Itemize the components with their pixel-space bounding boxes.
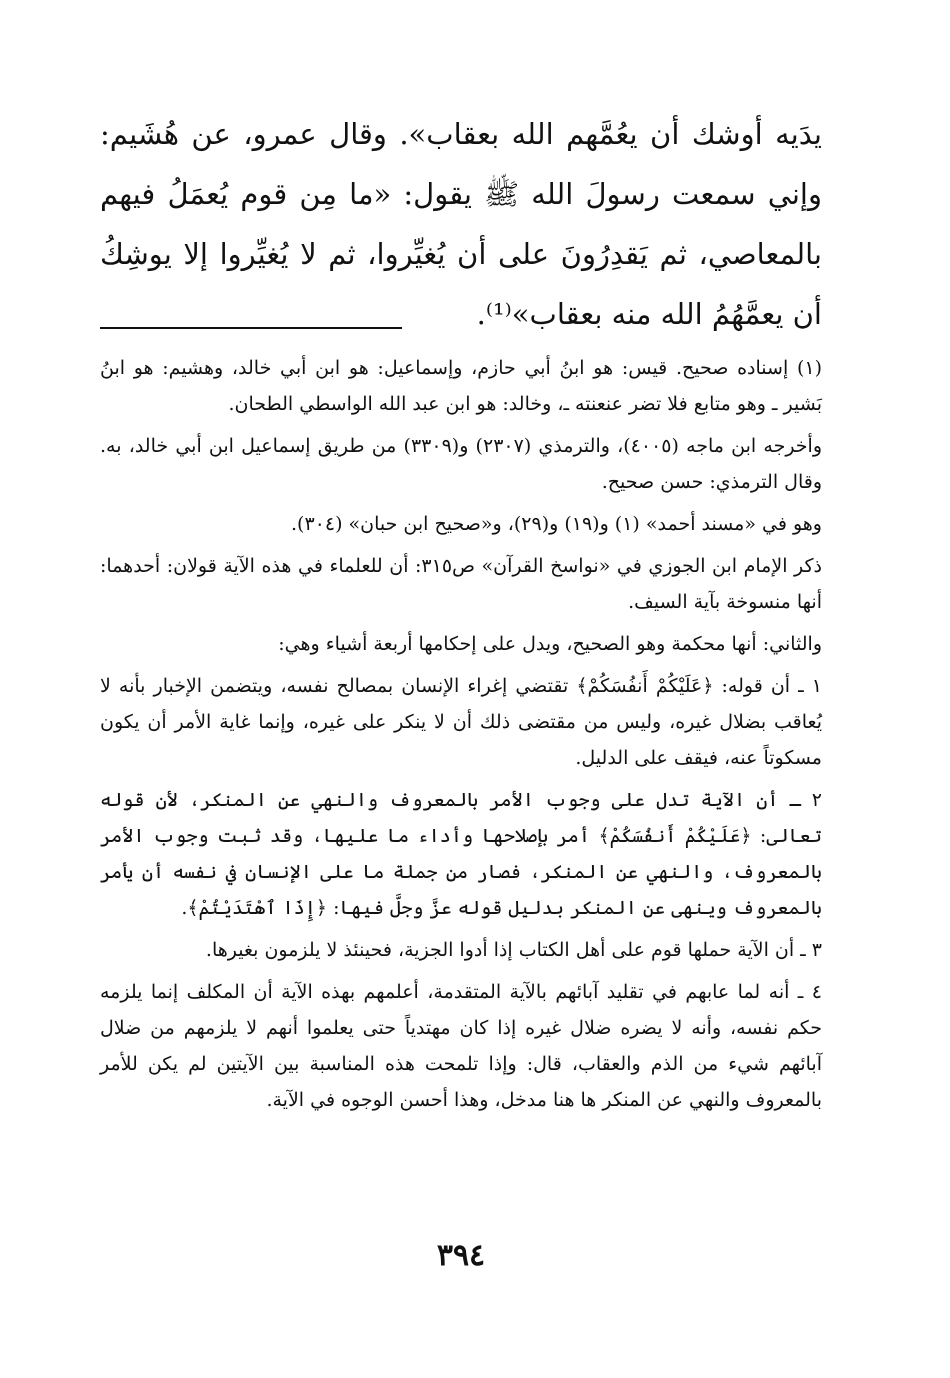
footnote-point-4: ٤ ـ أنه لما عابهم في تقليد آبائهم بالآية المتقدمة، أعلمهم بهذه الآية أن المكلف إنما يلزمه حكم نفسه، وأنه لا يضره ضلال غيره إذا كان مهتدياً حتى يعلموا أنهم لا يلزمهم من ضلال آبائهم شيء من الذم والعقاب، قال: وإذا تلمحت هذه المناسبة بين الآيتين لم يكن للأمر بالمعروف والنهي عن المنكر ها هنا مدخل، وهذا أحسن الوجوه في الآية. <box>100 981 822 1111</box>
footnote-takhrij: وأخرجه ابن ماجه (٤٠٠٥)، والترمذي (٢٣٠٧) و(٣٣٠٩) من طريق إسماعيل ابن أبي خالد، به. وقال الترمذي: حسن صحيح. <box>100 435 822 493</box>
book-page <box>100 0 822 1378</box>
footnote-separator <box>100 327 402 329</box>
main-text-block <box>100 104 822 344</box>
footnotes-block <box>100 350 822 1118</box>
page-number: ٣٩٤ <box>436 1238 486 1273</box>
footnote-musnad: وهو في «مسند أحمد» (١) و(١٩) و(٢٩)، و«صحيح ابن حبان» (٣٠٤). <box>291 513 822 535</box>
footnote-point-3: ٣ ـ أن الآية حملها قوم على أهل الكتاب إذا أدوا الجزية، فحينئذ لا يلزمون بغيرها. <box>205 939 822 961</box>
footnote-point-2: ٢ ـ أن الآية تدل على وجوب الأمر بالمعروف والنهي عن المنكر، لأن قوله تعالى: ﴿عَلَيْكُمْ أَنفُسَكُمْ﴾ أمر بإصلاحها وأداء ما عليها، وقد ثبت وجوب الأمر بالمعروف، والنهي عن المنكر، فصار من جملة ما على الإنسان في نفسه أن يأمر بالمعروف وينهى عن المنكر بدليل قوله عزَّ وجلَّ فيها: ﴿إِذَا ٱهْتَدَيْتُمْ﴾. <box>100 789 822 919</box>
footnote-second-opinion: والثاني: أنها محكمة وهو الصحيح، ويدل على إحكامها أربعة أشياء وهي: <box>278 633 822 655</box>
footnote-1: (١) إسناده صحيح. قيس: هو ابنُ أبي حازم، وإسماعيل: هو ابن أبي خالد، وهشيم: هو ابنُ بَشير ـ وهو متابع فلا تضر عنعنته ـ، وخالد: هو ابن عبد الله الواسطي الطحان. <box>100 357 822 415</box>
footnote-ibn-jawzi: ذكر الإمام ابن الجوزي في «نواسخ القرآن» ص٣١٥: أن للعلماء في هذه الآية قولان: أحدهما: أنها منسوخة بآية السيف. <box>100 555 823 613</box>
main-paragraph: يدَيه أوشك أن يعُمَّهم الله بعقاب». وقال عمرو، عن هُشَيم: وإني سمعت رسولَ الله ﷺ يقول: «ما مِن قوم يُعمَلُ فيهم بالمعاصي، ثم يَقدِرُونَ على أن يُغيِّروا، ثم لا يُغيِّروا إلا يوشِكُ أن يعمَّهُمُ الله منه بعقاب»⁽¹⁾. <box>100 117 822 331</box>
footnote-point-1: ١ ـ أن قوله: ﴿عَلَيْكُمْ أَنفُسَكُمْ﴾ تقتضي إغراء الإنسان بمصالح نفسه، ويتضمن الإخبار بأنه لا يُعاقب بضلال غيره، وليس من مقتضى ذلك أن لا ينكر على غيره، وإنما غاية الأمر أن يكون مسكوتاً عنه، فيقف على الدليل. <box>100 675 822 769</box>
